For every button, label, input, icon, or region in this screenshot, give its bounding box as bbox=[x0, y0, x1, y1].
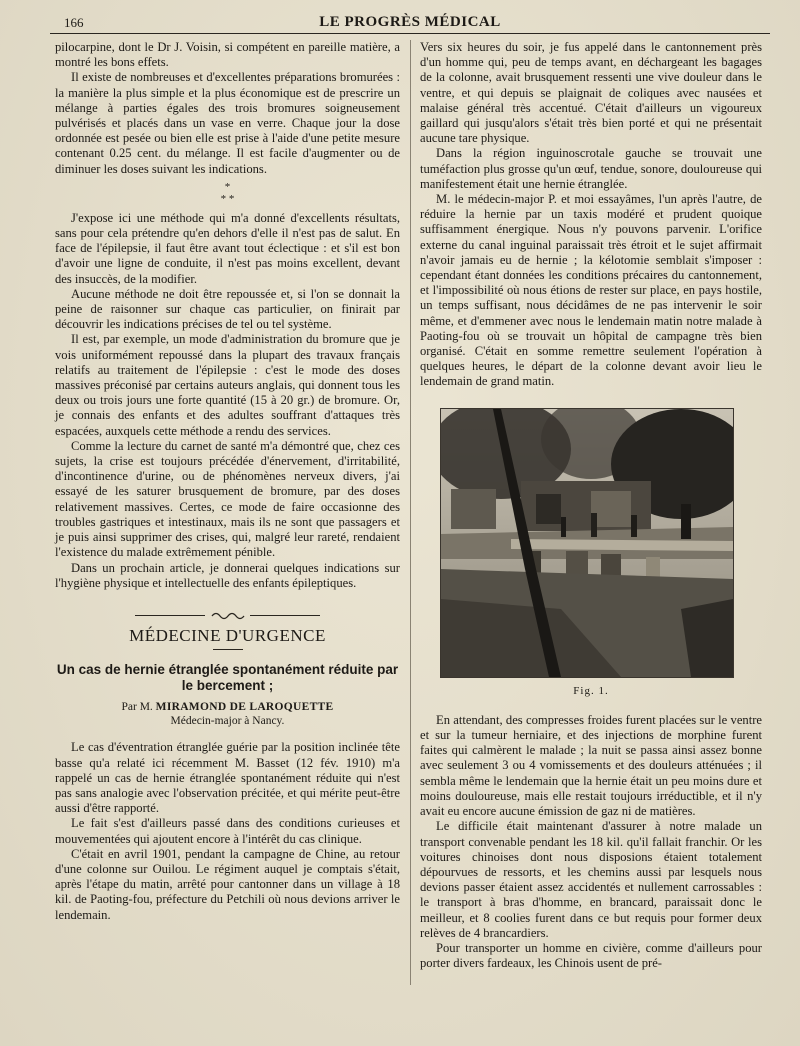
paragraph: Vers six heures du soir, je fus appelé dans le cantonnement près d'un homme qui, peu de temps avant, en déchargeant les bagages de la colonne, avait brusquement ressenti une vive douleur dans le ventre, et qui depuis se plaignait de coliques avec nausées et malaise général très accentué. C'était d'ailleurs un vigoureux gaillard qui jusqu'alors s'était très bien porté et qui ne présentait aucune tare physique. bbox=[420, 40, 762, 146]
paragraph: Le difficile était maintenant d'assurer à notre malade un transport convenable pendant les 18 kil. qu'il fallait franchir. Or les voitures chinoises dont nous disposions étaient totalement dépourvues de ressorts, et les chemins aussi par lesquels nous devions passer étaient assez accidentés et nullement carrossables : le transport à bras d'homme, en brancard, paraissait donc le meilleur, et 8 coolies furent dans ce but requis pour former deux relèves de 4 brancardiers. bbox=[420, 819, 762, 940]
asterism-text: * * * bbox=[220, 180, 235, 205]
bridge-photo-image bbox=[441, 409, 733, 677]
ornament-line bbox=[250, 615, 320, 616]
left-column bbox=[55, 40, 400, 923]
paragraph: Il est, par exemple, un mode d'administration du bromure que je vois uniformément repoussé dans la plupart des travaux français relatifs au traitement de l'épilepsie : c'est le mode des doses massives préconisé par certains auteurs anglais, qui donnent tous les deux ou trois jours une forte quantité (15 à 20 gr.) de bromure. Or, je connais des enfants et des adultes souffrant d'attaques très espacées, auxquels cette méthode a rendu des services. bbox=[55, 332, 400, 438]
byline-prefix: Par M. bbox=[121, 701, 153, 714]
paragraph: Le fait s'est d'ailleurs passé dans des conditions curieuses et mouvementées qui ajoutent encore à l'intérêt du cas clinique. bbox=[55, 816, 400, 846]
asterism bbox=[55, 181, 400, 205]
paragraph: En attendant, des compresses froides furent placées sur le ventre et sur la tumeur herniaire, et des injections de morphine furent faites qui calmèrent le malade ; la nuit se passa ainsi assez bonne avec seulement 3 ou 4 vomissements et des douleurs atténuées ; il sembla même le lendemain que la hernie était un peu moins dure et moins douloureuse, mais elle restait toujours irréductible, et il n'y avait eu encore aucune émission de gaz ni de matières. bbox=[420, 712, 762, 819]
paragraph: C'était en avril 1901, pendant la campagne de Chine, au retour d'une colonne sur Ouilou. Le régiment auquel je comptais s'était, après l'étape du matin, arrêté pour cantonner dans un village à 18 kil. de Paoting-fou, préfecture du Petchili où nous devions arriver le lendemain. bbox=[55, 846, 400, 922]
author-affiliation: Médecin-major à Nancy. bbox=[170, 715, 285, 728]
paragraph: Dans un prochain article, je donnerai quelques indications sur l'hygiène physique et intellectuelle des enfants épileptiques. bbox=[55, 560, 400, 590]
article-title: Un cas de hernie étranglée spontanément réduite par le bercement ; bbox=[56, 662, 399, 694]
header-rule bbox=[50, 33, 770, 34]
byline bbox=[55, 700, 400, 714]
paragraph: M. le médecin-major P. et moi essayâmes, l'un après l'autre, de réduire la hernie par un taxis modéré et prudent quoique suffisamment énergique. Nous n'y pouvons parvenir. L'orifice externe du canal inguinal paraissait très étroit et le sujet affirmait n'avoir jamais eu de hernie ; la kélotomie semblait s'imposer : cependant étant données les conditions précaires du cantonnement, et l'impossibilité où nous étions de rester sur place, en pays hostile, un temps suffisant, nous décidâmes de ne pas intervenir le soir même, et d'emmener avec nous le lendemain matin notre malade à Paoting-fou où se trouvait un hôpital de campagne très bien organisé. C'était en somme remettre seulement l'opération à quelques heures, le départ de la colonne devant avoir lieu le lendemain de grand matin. bbox=[420, 192, 762, 389]
paragraph: Pour transporter un homme en civière, comme d'ailleurs pour porter divers fardeaux, les Chinois usent de pré- bbox=[420, 940, 762, 971]
paragraph: Dans la région inguinoscrotale gauche se trouvait une tuméfaction plus grosse qu'un œuf, tendue, sonore, douloureuse qui manifestement était une hernie étranglée. bbox=[420, 146, 762, 191]
section-title: MÉDECINE D'URGENCE bbox=[129, 626, 326, 646]
right-column bbox=[420, 40, 762, 971]
section-rule bbox=[213, 649, 243, 650]
paragraph: Comme la lecture du carnet de santé m'a démontré que, chez ces sujets, la crise est toujours précédée d'énervement, d'irritabilité, d'incontinence d'urine, ou de phénomènes nerveux divers, j'ai essayé de les saturer brusquement de bromure, par des doses relativement massives. Certes, ce mode de faire occasionne des troubles gastriques et intestinaux, mais ils ne sont que passagers et je puis ainsi supprimer des crises, qui, malgré leur rareté, rendaient l'existence du malade extrêmement pénible. bbox=[55, 438, 400, 560]
paragraph: pilocarpine, dont le Dr J. Voisin, si compétent en pareille matière, a montré les bons effets. bbox=[55, 40, 400, 70]
figure-photograph bbox=[440, 408, 734, 678]
paragraph: J'expose ici une méthode qui m'a donné d'excellents résultats, sans pour cela prétendre qu'en dehors d'elle il n'est pas de salut. En face de l'épilepsie, il faut être avant tout éclectique : et s'il est bon d'avoir une ligne de conduite, il n'est pas moins excellent, devant des insuccès, de la modifier. bbox=[55, 210, 400, 286]
paragraph: Aucune méthode ne doit être repoussée et, si l'on se donnait la peine de raisonner sur chaque cas particulier, on finirait par découvrir les indications précises de tel ou tel système. bbox=[55, 286, 400, 332]
paragraph: Le cas d'éventration étranglée guérie par la position inclinée tête basse qu'a relaté ici récemment M. Basset (12 fév. 1910) m'a rappelé un cas de hernie étranglée spontanément réduite qui n'est pas sans analogie avec l'observation précitée, et qui mérite peut-être aussi d'être rapporté. bbox=[55, 740, 400, 816]
ornament-line bbox=[135, 615, 205, 616]
page-number: 166 bbox=[64, 15, 84, 30]
journal-title: LE PROGRÈS MÉDICAL bbox=[319, 14, 501, 30]
column-divider bbox=[410, 40, 411, 985]
page-header bbox=[50, 10, 770, 34]
author-name: MIRAMOND DE LAROQUETTE bbox=[155, 701, 334, 714]
figure-caption: Fig. 1. bbox=[573, 684, 609, 697]
paragraph: Il existe de nombreuses et d'excellentes préparations bromurées : la manière la plus simple et la plus économique est de prescrire un mélange à parties égales des trois bromures soigneusement pulvérisés et placés dans un vase en verre. Chaque jour la dose ordonnée est pesée ou bien elle est prise à l'aide d'une petite mesure contenant 0.25 cent. du mélange. Il est facile d'augmenter ou de diminuer les doses suivant les indications. bbox=[55, 70, 400, 176]
ornament-flourish-icon bbox=[211, 611, 245, 621]
section-ornament bbox=[55, 607, 400, 622]
